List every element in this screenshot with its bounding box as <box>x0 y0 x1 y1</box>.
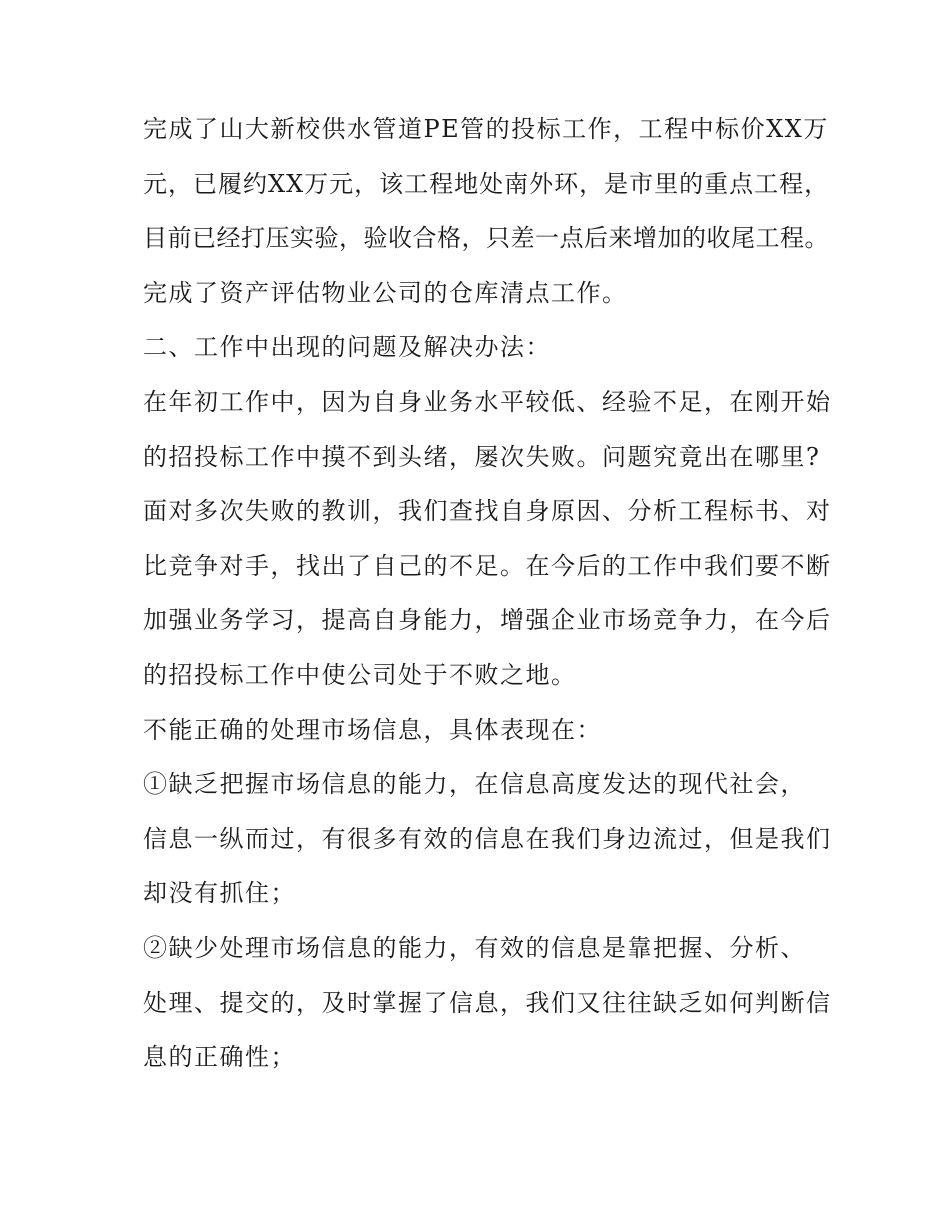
text-line: 不能正确的处理市场信息，具体表现在： <box>143 715 602 744</box>
text-line: 面对多次失败的教训，我们查找自身原因、分析工程标书、对 <box>143 497 832 526</box>
list-item-line: ②缺少处理市场信息的能力，有效的信息是靠把握、分析、 <box>143 934 806 962</box>
text-line: 比竞争对手，找出了自己的不足。在今后的工作中我们要不断 <box>143 551 832 580</box>
text-line: 完成了山大新校供水管道PE管的投标工作，工程中标价XX万 <box>143 115 829 143</box>
text-line: 的招投标工作中使公司处于不败之地。 <box>143 661 577 689</box>
text-line: 处理、提交的，及时掌握了信息，我们又往往缺乏如何判断信 <box>143 988 832 1017</box>
text-line: 在年初工作中，因为自身业务水平较低、经验不足，在刚开始 <box>143 388 832 416</box>
section-heading: 二、工作中出现的问题及解决办法： <box>143 333 551 362</box>
text-line: 元，已履约XX万元，该工程地处南外环，是市里的重点工程， <box>143 169 830 198</box>
text-line: 完成了资产评估物业公司的仓库清点工作。 <box>143 278 628 307</box>
text-line: 息的正确性； <box>143 1043 296 1072</box>
text-line: 信息一纵而过，有很多有效的信息在我们身边流过，但是我们 <box>143 824 832 853</box>
text-line: 却没有抓住； <box>143 879 296 908</box>
text-line: 的招投标工作中摸不到头绪，屡次失败。问题究竟出在哪里? <box>143 442 821 471</box>
text-line: 目前已经打压实验，验收合格，只差一点后来增加的收尾工程。 <box>143 224 829 253</box>
text-line: 加强业务学习，提高自身能力，增强企业市场竞争力，在今后 <box>143 606 832 635</box>
list-item-line: ①缺乏把握市场信息的能力，在信息高度发达的现代社会， <box>143 770 806 799</box>
